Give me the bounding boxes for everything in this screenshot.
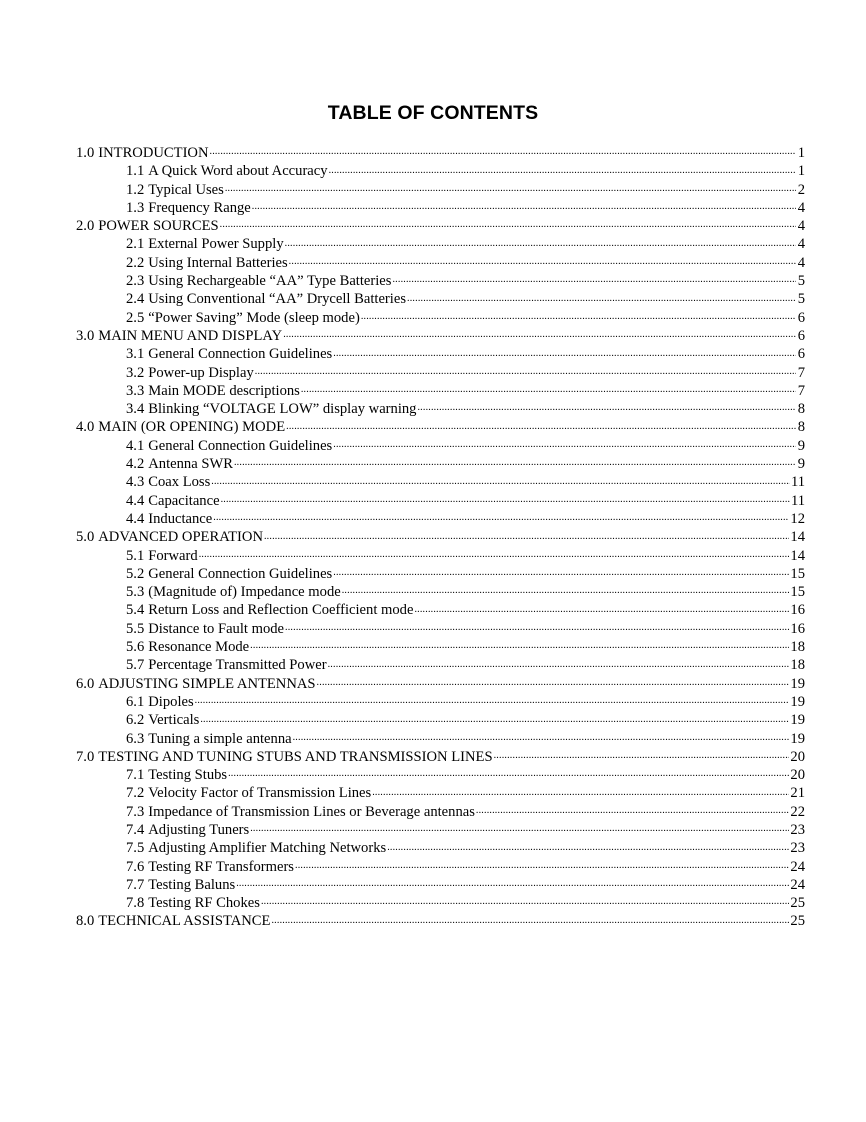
toc-entry-page-number: 8 (797, 419, 805, 436)
toc-entry-number: 4.3 (126, 474, 145, 491)
toc-entry-title: Using Conventional “AA” Drycell Batteries (148, 291, 407, 308)
toc-entry-page-number: 25 (790, 895, 805, 912)
dot-leader (261, 895, 789, 909)
dot-leader (333, 566, 789, 580)
toc-entry-title: Dipoles (148, 693, 194, 710)
toc-entry-page-number: 19 (790, 693, 805, 710)
toc-entry-page-number: 4 (797, 218, 805, 235)
toc-entry-number: 7.7 (126, 876, 145, 893)
toc-entry-page-number: 11 (790, 492, 805, 509)
toc-entry-title: Coax Loss (148, 474, 211, 491)
toc-entry-page-number: 6 (797, 346, 805, 363)
toc-entry-page-number: 6 (797, 309, 805, 326)
toc-subsection-entry[interactable] (76, 565, 805, 583)
dot-leader (361, 310, 796, 324)
toc-entry-number: 7.5 (126, 840, 145, 857)
dot-leader (476, 804, 790, 818)
dot-leader (293, 731, 790, 745)
toc-subsection-entry[interactable] (76, 656, 805, 674)
dot-leader (220, 218, 796, 232)
toc-subsection-entry[interactable] (76, 473, 805, 491)
toc-entry-page-number: 16 (790, 620, 805, 637)
toc-entry-page-number: 15 (790, 584, 805, 601)
toc-entry-page-number: 21 (790, 785, 805, 802)
toc-entry-page-number: 5 (797, 273, 805, 290)
toc-subsection-entry[interactable] (76, 583, 805, 601)
toc-section-entry[interactable] (76, 748, 805, 766)
toc-entry-number: 3.1 (126, 346, 145, 363)
toc-entry-title: Testing Baluns (148, 876, 236, 893)
toc-entry-number: 5.6 (126, 639, 145, 656)
toc-entry-title: Typical Uses (148, 181, 224, 198)
toc-section-entry[interactable] (76, 912, 805, 930)
toc-entry-title: Impedance of Transmission Lines or Beverage antennas (148, 803, 475, 820)
toc-entry-title: Resonance Mode (148, 639, 250, 656)
page-title: TABLE OF CONTENTS (327, 102, 539, 124)
dot-leader (200, 713, 789, 727)
toc-entry-title: Power-up Display (148, 364, 254, 381)
toc-subsection-entry[interactable] (76, 364, 805, 382)
dot-leader (221, 493, 790, 507)
toc-entry-number: 5.3 (126, 584, 145, 601)
toc-entry-number: 1.1 (126, 163, 145, 180)
toc-entry-title: Return Loss and Reflection Coefficient mode (148, 602, 414, 619)
dot-leader (210, 145, 796, 159)
dot-leader (329, 164, 796, 178)
dot-leader (328, 658, 790, 672)
toc-entry-title: ADVANCED OPERATION (98, 529, 263, 546)
toc-subsection-entry[interactable] (76, 839, 805, 857)
toc-subsection-entry[interactable] (76, 620, 805, 638)
toc-entry-number: 5.5 (126, 620, 145, 637)
toc-subsection-entry[interactable] (76, 290, 805, 308)
toc-section-entry[interactable] (76, 528, 805, 546)
dot-leader (234, 456, 796, 470)
toc-subsection-entry[interactable] (76, 345, 805, 363)
toc-subsection-entry[interactable] (76, 894, 805, 912)
toc-entry-title: Tuning a simple antenna (148, 730, 292, 747)
toc-entry-number: 5.7 (126, 657, 145, 674)
toc-entry-page-number: 18 (790, 657, 805, 674)
dot-leader (285, 621, 789, 635)
toc-entry-number: 3.0 (76, 327, 95, 344)
dot-leader (252, 200, 796, 214)
toc-subsection-entry[interactable] (76, 199, 805, 217)
dot-leader (286, 420, 796, 434)
toc-entry-number: 7.0 (76, 748, 95, 765)
toc-entry-page-number: 7 (797, 364, 805, 381)
toc-section-entry[interactable] (76, 675, 805, 693)
toc-entry-page-number: 23 (790, 840, 805, 857)
dot-leader (342, 584, 790, 598)
toc-entry-page-number: 14 (790, 529, 805, 546)
toc-entry-title: A Quick Word about Accuracy (148, 163, 328, 180)
toc-entry-page-number: 23 (790, 821, 805, 838)
toc-entry-number: 1.3 (126, 199, 145, 216)
toc-entry-number: 7.8 (126, 895, 145, 912)
toc-entry-title: MAIN MENU AND DISPLAY (98, 327, 283, 344)
toc-entry-number: 3.2 (126, 364, 145, 381)
toc-subsection-entry[interactable] (76, 601, 805, 619)
toc-entry-title: Antenna SWR (148, 456, 233, 473)
toc-entry-number: 3.3 (126, 382, 145, 399)
dot-leader (333, 347, 796, 361)
toc-entry-page-number: 4 (797, 254, 805, 271)
toc-subsection-entry[interactable] (76, 638, 805, 656)
toc-section-entry[interactable] (76, 418, 805, 436)
toc-section-entry[interactable] (76, 144, 805, 162)
toc-entry-title: General Connection Guidelines (148, 437, 333, 454)
dot-leader (285, 237, 796, 251)
toc-entry-page-number: 24 (790, 876, 805, 893)
toc-entry-page-number: 20 (790, 748, 805, 765)
toc-entry-number: 6.3 (126, 730, 145, 747)
toc-entry-title: External Power Supply (148, 236, 284, 253)
toc-entry-number: 2.4 (126, 291, 145, 308)
toc-entry-number: 2.3 (126, 273, 145, 290)
toc-entry-number: 4.4 (126, 510, 145, 527)
dot-leader (317, 676, 790, 690)
toc-entry-number: 4.4 (126, 492, 145, 509)
toc-entry-number: 5.0 (76, 529, 95, 546)
toc-entry-number: 2.0 (76, 218, 95, 235)
dot-leader (387, 841, 789, 855)
toc-entry-page-number: 16 (790, 602, 805, 619)
toc-subsection-entry[interactable] (76, 803, 805, 821)
toc-entry-page-number: 2 (797, 181, 805, 198)
table-of-contents (76, 144, 805, 931)
dot-leader (494, 749, 790, 763)
dot-leader (213, 511, 789, 525)
toc-subsection-entry[interactable] (76, 235, 805, 253)
dot-leader (225, 182, 796, 196)
toc-entry-number: 6.2 (126, 712, 145, 729)
toc-entry-page-number: 11 (790, 474, 805, 491)
toc-entry-number: 7.4 (126, 821, 145, 838)
toc-subsection-entry[interactable] (76, 858, 805, 876)
toc-entry-page-number: 1 (797, 145, 805, 161)
toc-entry-number: 3.4 (126, 401, 145, 418)
toc-entry-title: Forward (148, 547, 198, 564)
toc-subsection-entry[interactable] (76, 400, 805, 418)
toc-entry-number: 7.3 (126, 803, 145, 820)
toc-entry-number: 1.2 (126, 181, 145, 198)
toc-subsection-entry[interactable] (76, 309, 805, 327)
toc-subsection-entry[interactable] (76, 492, 805, 510)
toc-entry-page-number: 8 (797, 401, 805, 418)
dot-leader (264, 530, 789, 544)
toc-subsection-entry[interactable] (76, 254, 805, 272)
toc-entry-number: 4.0 (76, 419, 95, 436)
toc-entry-page-number: 14 (790, 547, 805, 564)
toc-entry-number: 6.0 (76, 675, 95, 692)
toc-entry-page-number: 1 (797, 163, 805, 180)
toc-entry-number: 2.5 (126, 309, 145, 326)
toc-entry-title: ADJUSTING SIMPLE ANTENNAS (98, 675, 316, 692)
toc-subsection-entry[interactable] (76, 730, 805, 748)
dot-leader (414, 603, 789, 617)
dot-leader (211, 475, 790, 489)
dot-leader (372, 786, 789, 800)
toc-entry-number: 6.1 (126, 693, 145, 710)
dot-leader (199, 548, 790, 562)
toc-entry-number: 2.2 (126, 254, 145, 271)
toc-entry-page-number: 7 (797, 382, 805, 399)
dot-leader (283, 328, 796, 342)
dot-leader (255, 365, 796, 379)
toc-subsection-entry[interactable] (76, 272, 805, 290)
toc-entry-title: Inductance (148, 510, 213, 527)
dot-leader (236, 877, 789, 891)
toc-entry-page-number: 20 (790, 767, 805, 784)
dot-leader (250, 822, 789, 836)
toc-entry-number: 4.1 (126, 437, 145, 454)
toc-entry-number: 8.0 (76, 913, 95, 930)
toc-entry-number: 4.2 (126, 456, 145, 473)
toc-entry-page-number: 12 (790, 510, 805, 527)
dot-leader (271, 914, 789, 928)
toc-subsection-entry[interactable] (76, 711, 805, 729)
toc-subsection-entry[interactable] (76, 162, 805, 180)
toc-entry-number: 5.2 (126, 565, 145, 582)
toc-entry-page-number: 9 (797, 456, 805, 473)
toc-entry-page-number: 6 (797, 327, 805, 344)
toc-entry-title: MAIN (OR OPENING) MODE (98, 419, 286, 436)
dot-leader (333, 438, 796, 452)
toc-entry-title: Verticals (148, 712, 200, 729)
toc-entry-page-number: 19 (790, 730, 805, 747)
toc-entry-page-number: 9 (797, 437, 805, 454)
toc-entry-title: Using Internal Batteries (148, 254, 288, 271)
toc-entry-page-number: 22 (790, 803, 805, 820)
toc-entry-title: General Connection Guidelines (148, 346, 333, 363)
dot-leader (407, 292, 796, 306)
dot-leader (417, 401, 796, 415)
dot-leader (392, 273, 796, 287)
toc-entry-title: Using Rechargeable “AA” Type Batteries (148, 273, 392, 290)
dot-leader (301, 383, 796, 397)
toc-entry-title: Percentage Transmitted Power (148, 657, 327, 674)
toc-entry-title: General Connection Guidelines (148, 565, 333, 582)
toc-entry-page-number: 4 (797, 199, 805, 216)
toc-subsection-entry[interactable] (76, 510, 805, 528)
dot-leader (289, 255, 796, 269)
toc-entry-page-number: 5 (797, 291, 805, 308)
dot-leader (228, 767, 789, 781)
toc-entry-page-number: 4 (797, 236, 805, 253)
toc-entry-page-number: 24 (790, 858, 805, 875)
toc-subsection-entry[interactable] (76, 547, 805, 565)
toc-subsection-entry[interactable] (76, 784, 805, 802)
toc-entry-title: “Power Saving” Mode (sleep mode) (148, 309, 360, 326)
dot-leader (195, 694, 790, 708)
toc-entry-number: 7.1 (126, 767, 145, 784)
toc-entry-title: Adjusting Tuners (148, 821, 250, 838)
toc-subsection-entry[interactable] (76, 766, 805, 784)
toc-entry-number: 7.6 (126, 858, 145, 875)
toc-entry-title: Distance to Fault mode (148, 620, 285, 637)
toc-entry-number: 5.4 (126, 602, 145, 619)
toc-entry-title: Testing Stubs (148, 767, 228, 784)
toc-section-entry[interactable] (76, 327, 805, 345)
toc-entry-title: Velocity Factor of Transmission Lines (148, 785, 372, 802)
toc-entry-title: (Magnitude of) Impedance mode (148, 584, 341, 601)
toc-entry-title: Frequency Range (148, 199, 251, 216)
toc-subsection-entry[interactable] (76, 382, 805, 400)
toc-entry-page-number: 15 (790, 565, 805, 582)
toc-entry-title: TECHNICAL ASSISTANCE (98, 913, 271, 930)
toc-entry-title: Main MODE descriptions (148, 382, 300, 399)
toc-subsection-entry[interactable] (76, 437, 805, 455)
toc-section-entry[interactable] (76, 217, 805, 235)
dot-leader (295, 859, 789, 873)
toc-entry-page-number: 18 (790, 639, 805, 656)
toc-entry-number: 5.1 (126, 547, 145, 564)
toc-subsection-entry[interactable] (76, 455, 805, 473)
toc-subsection-entry[interactable] (76, 821, 805, 839)
toc-entry-title: INTRODUCTION (98, 145, 209, 161)
toc-entry-page-number: 25 (790, 913, 805, 930)
toc-entry-title: Testing RF Chokes (148, 895, 260, 912)
toc-entry-title: Capacitance (148, 492, 220, 509)
toc-entry-title: Adjusting Amplifier Matching Networks (148, 840, 387, 857)
toc-entry-number: 1.0 (76, 145, 95, 161)
toc-entry-title: Testing RF Transformers (148, 858, 294, 875)
toc-subsection-entry[interactable] (76, 181, 805, 199)
toc-entry-number: 7.2 (126, 785, 145, 802)
toc-subsection-entry[interactable] (76, 693, 805, 711)
toc-entry-title: POWER SOURCES (98, 218, 219, 235)
toc-entry-number: 2.1 (126, 236, 145, 253)
toc-subsection-entry[interactable] (76, 876, 805, 894)
dot-leader (250, 639, 789, 653)
toc-entry-page-number: 19 (790, 675, 805, 692)
toc-entry-title: TESTING AND TUNING STUBS AND TRANSMISSION LINES (98, 748, 493, 765)
toc-entry-title: Blinking “VOLTAGE LOW” display warning (148, 401, 417, 418)
toc-entry-page-number: 19 (790, 712, 805, 729)
